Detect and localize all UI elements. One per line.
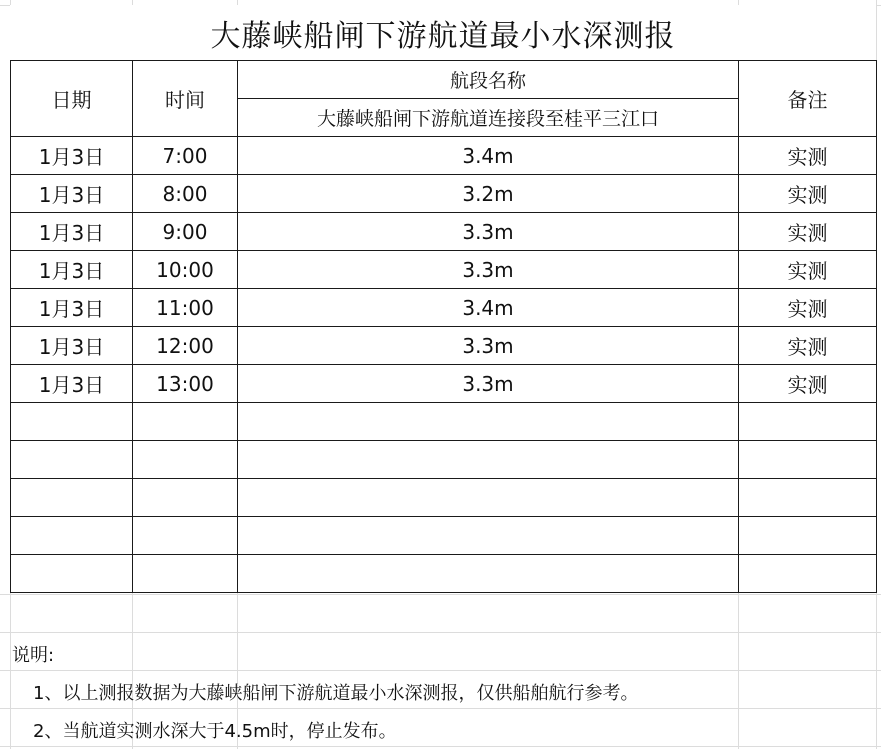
header-row [11,61,877,99]
cell-remark: 实测 [739,251,877,289]
table-row [11,517,877,555]
page-title: 大藤峡船闸下游航道最小水深测报 [10,5,876,61]
cell-depth [238,555,739,593]
header-time: 时间 [133,61,238,137]
depth-report-table [10,60,877,593]
cell-time: 7:00 [133,137,238,175]
header-date: 日期 [11,61,133,137]
table-row [11,137,877,175]
cell-remark: 实测 [739,137,877,175]
cell-time [133,441,238,479]
cell-time [133,555,238,593]
cell-date: 1月3日 [11,213,133,251]
cell-remark [739,517,877,555]
cell-depth: 3.3m [238,327,739,365]
table-row [11,403,877,441]
cell-date: 1月3日 [11,175,133,213]
cell-remark [739,441,877,479]
table-row [11,441,877,479]
cell-remark: 实测 [739,213,877,251]
cell-date [11,441,133,479]
cell-time: 13:00 [133,365,238,403]
cell-date [11,517,133,555]
cell-time [133,403,238,441]
cell-date: 1月3日 [11,289,133,327]
table-row [11,555,877,593]
cell-depth: 3.3m [238,213,739,251]
cell-time: 8:00 [133,175,238,213]
cell-depth [238,403,739,441]
cell-remark: 实测 [739,327,877,365]
cell-date: 1月3日 [11,327,133,365]
cell-date: 1月3日 [11,251,133,289]
header-section-name: 大藤峡船闸下游航道连接段至桂平三江口 [238,99,739,137]
cell-remark: 实测 [739,289,877,327]
cell-depth [238,517,739,555]
cell-date [11,479,133,517]
table-row [11,175,877,213]
table-row [11,479,877,517]
cell-date [11,403,133,441]
note-item-1: 1、以上测报数据为大藤峡船闸下游航道最小水深测报，仅供船舶航行参考。 [33,683,639,704]
cell-remark: 实测 [739,175,877,213]
cell-date: 1月3日 [11,365,133,403]
cell-time: 9:00 [133,213,238,251]
cell-remark [739,555,877,593]
cell-depth: 3.3m [238,251,739,289]
cell-depth: 3.4m [238,289,739,327]
cell-depth [238,479,739,517]
table-row [11,213,877,251]
cell-depth: 3.3m [238,365,739,403]
cell-time: 12:00 [133,327,238,365]
note-item-2: 2、当航道实测水深大于4.5m时，停止发布。 [33,721,397,742]
cell-time [133,479,238,517]
table-row [11,251,877,289]
cell-remark [739,403,877,441]
notes-heading: 说明: [12,645,55,666]
cell-remark: 实测 [739,365,877,403]
header-remark: 备注 [739,61,877,137]
cell-time: 10:00 [133,251,238,289]
table-row [11,327,877,365]
header-section: 航段名称 [238,61,739,99]
cell-date [11,555,133,593]
cell-depth [238,441,739,479]
cell-date: 1月3日 [11,137,133,175]
cell-depth: 3.2m [238,175,739,213]
table-row [11,289,877,327]
cell-remark [739,479,877,517]
table-row [11,365,877,403]
cell-depth: 3.4m [238,137,739,175]
cell-time [133,517,238,555]
cell-time: 11:00 [133,289,238,327]
